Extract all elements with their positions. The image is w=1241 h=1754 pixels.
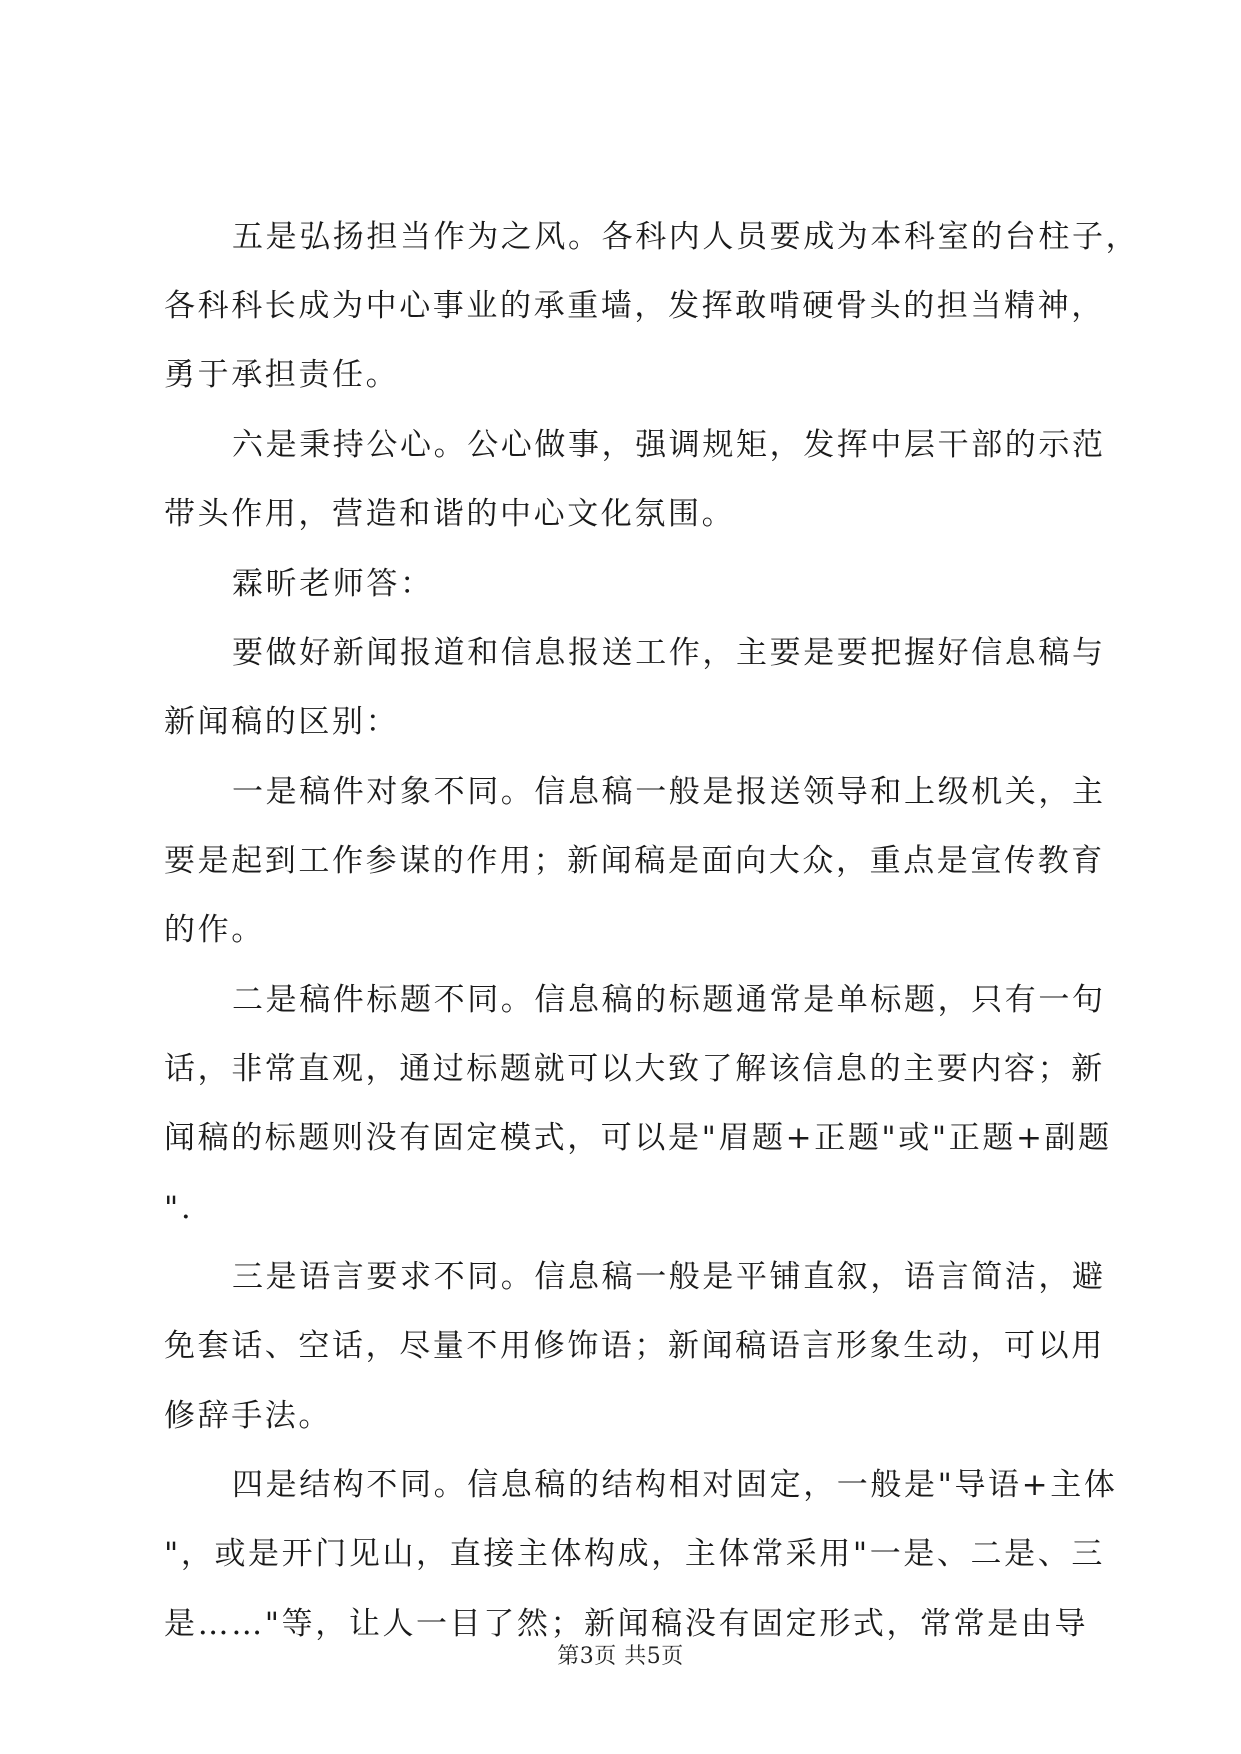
text-line: 四是结构不同。信息稿的结构相对固定，一般是"导语+主体 [232, 1467, 1118, 1503]
text-line: 话，非常直观，通过标题就可以大致了解该信息的主要内容；新 [164, 1051, 1105, 1087]
text-line: 带头作用，营造和谐的中心文化氛围。 [164, 496, 736, 532]
page-number-footer: 第3页 共5页 [557, 1644, 684, 1669]
text-line: 二是稿件标题不同。信息稿的标题通常是单标题，只有一句 [232, 982, 1106, 1018]
text-line: 要是起到工作参谋的作用；新闻稿是面向大众，重点是宣传教育 [164, 843, 1105, 879]
text-line: 勇于承担责任。 [164, 357, 400, 393]
text-line: 免套话、空话，尽量不用修饰语；新闻稿语言形象生动，可以用 [164, 1328, 1105, 1364]
text-line: 修辞手法。 [164, 1398, 332, 1434]
text-line: 霖昕老师答： [232, 566, 434, 602]
text-line: 六是秉持公心。公心做事，强调规矩，发挥中层干部的示范 [232, 427, 1106, 463]
text-line: 的作。 [164, 912, 265, 948]
text-line: 一是稿件对象不同。信息稿一般是报送领导和上级机关，主 [232, 774, 1106, 810]
text-line: 新闻稿的区别： [164, 704, 400, 740]
text-line: ". [164, 1190, 194, 1226]
text-line: "，或是开门见山，直接主体构成，主体常采用"一是、二是、三 [164, 1536, 1105, 1572]
text-line: 五是弘扬担当作为之风。各科内人员要成为本科室的台柱子， [232, 219, 1140, 255]
text-line: 是……"等，让人一目了然；新闻稿没有固定形式，常常是由导 [164, 1606, 1089, 1642]
text-line: 要做好新闻报道和信息报送工作，主要是要把握好信息稿与 [232, 635, 1106, 671]
text-line: 各科科长成为中心事业的承重墙，发挥敢啃硬骨头的担当精神， [164, 288, 1105, 324]
text-line: 闻稿的标题则没有固定模式，可以是"眉题+正题"或"正题+副题 [164, 1120, 1112, 1156]
text-line: 三是语言要求不同。信息稿一般是平铺直叙，语言简洁，避 [232, 1259, 1106, 1295]
